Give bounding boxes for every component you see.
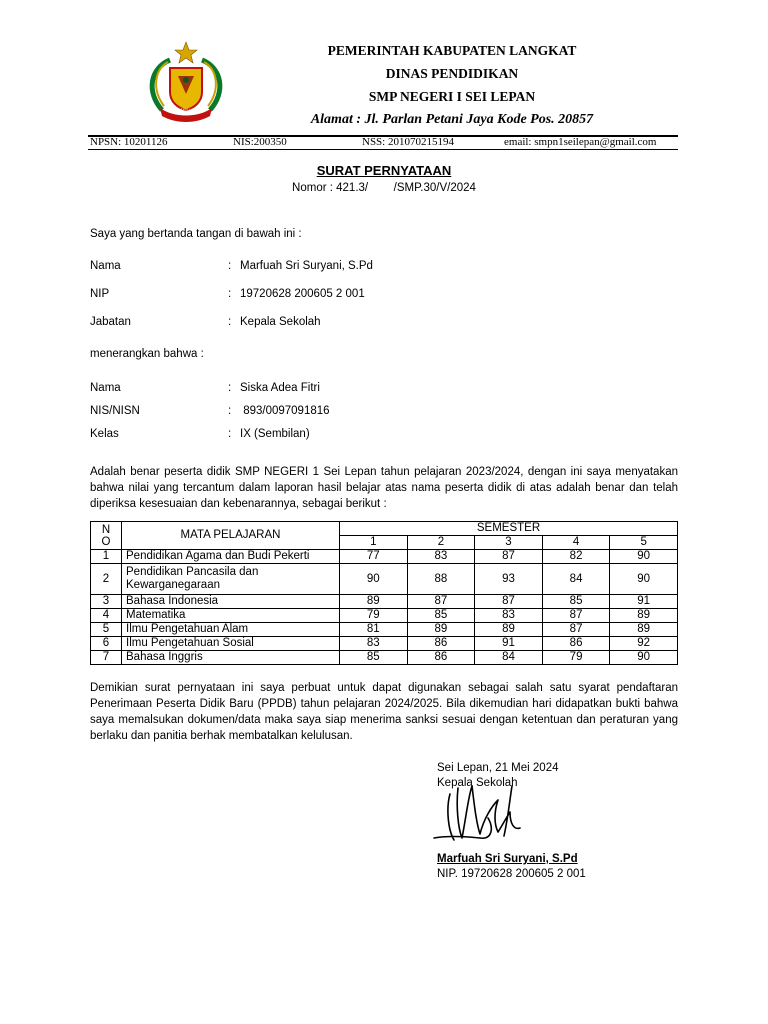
subject-cell: Bahasa Inggris <box>122 651 340 665</box>
score-cell: 81 <box>340 623 408 637</box>
row-number: 7 <box>91 651 122 665</box>
row-number: 3 <box>91 595 122 609</box>
signer-name-value: Marfuah Sri Suryani, S.Pd <box>240 260 373 272</box>
signer-position: Kepala Sekolah <box>437 777 518 789</box>
logo-banner-text: KABUPATEN LANGKAT <box>166 108 206 112</box>
colon: : <box>228 382 232 394</box>
student-nis-label: NIS/NISN <box>90 405 140 417</box>
score-cell: 91 <box>475 637 543 651</box>
letter-number: Nomor : 421.3/ /SMP.30/V/2024 <box>292 182 476 194</box>
score-cell: 87 <box>542 623 610 637</box>
no-header <box>91 522 122 550</box>
table-header-row <box>91 522 678 536</box>
score-cell: 92 <box>610 637 678 651</box>
signer-nip-bottom: NIP. 19720628 200605 2 001 <box>437 868 586 880</box>
score-cell: 82 <box>542 550 610 564</box>
score-cell: 83 <box>475 609 543 623</box>
signer-nip-label: NIP <box>90 288 110 300</box>
header-address: Alamat : Jl. Parlan Petani Jaya Kode Pos. 20857 <box>310 112 594 127</box>
score-cell: 89 <box>610 623 678 637</box>
student-class-value: IX (Sembilan) <box>240 428 310 440</box>
score-cell: 90 <box>610 651 678 665</box>
colon: : <box>228 405 232 417</box>
menerangkan-text: menerangkan bahwa : <box>90 348 204 360</box>
subject-cell: Matematika <box>122 609 340 623</box>
table-row <box>91 637 678 651</box>
score-cell: 89 <box>475 623 543 637</box>
nss-text: NSS: 201070215194 <box>362 136 454 148</box>
semester-number: 1 <box>340 536 408 550</box>
score-cell: 88 <box>407 564 475 595</box>
colon: : <box>228 428 232 440</box>
signer-name-label: Nama <box>90 260 121 272</box>
handwritten-signature-icon <box>432 778 542 850</box>
table-row <box>91 651 678 665</box>
student-name-value: Siska Adea Fitri <box>240 382 320 394</box>
score-cell: 79 <box>340 609 408 623</box>
score-cell: 85 <box>542 595 610 609</box>
score-cell: 83 <box>407 550 475 564</box>
score-cell: 85 <box>340 651 408 665</box>
place-date: Sei Lepan, 21 Mei 2024 <box>437 762 559 774</box>
header-rule-bottom <box>88 149 678 150</box>
row-number: 6 <box>91 637 122 651</box>
score-cell: 93 <box>475 564 543 595</box>
row-number: 2 <box>91 564 122 595</box>
score-cell: 87 <box>407 595 475 609</box>
semester-number: 4 <box>542 536 610 550</box>
colon: : <box>228 316 232 328</box>
score-cell: 79 <box>542 651 610 665</box>
header-school: SMP NEGERI I SEI LEPAN <box>368 89 536 104</box>
semester-header: SEMESTER <box>340 522 678 536</box>
score-cell: 89 <box>340 595 408 609</box>
subject-cell: Pendidikan Agama dan Budi Pekerti <box>122 550 340 564</box>
colon: : <box>228 288 232 300</box>
header-department: DINAS PENDIDIKAN <box>385 66 519 81</box>
score-cell: 86 <box>407 637 475 651</box>
table-row <box>91 595 678 609</box>
score-cell: 84 <box>542 564 610 595</box>
no-header-top: N <box>101 523 111 536</box>
semester-number: 2 <box>407 536 475 550</box>
score-cell: 90 <box>610 564 678 595</box>
score-cell: 87 <box>542 609 610 623</box>
semester-number: 5 <box>610 536 678 550</box>
score-cell: 89 <box>610 609 678 623</box>
student-name-label: Nama <box>90 382 121 394</box>
signer-name-bottom: Marfuah Sri Suryani, S.Pd <box>437 853 578 865</box>
subject-header: MATA PELAJARAN <box>122 522 340 550</box>
table-row <box>91 609 678 623</box>
score-cell: 90 <box>340 564 408 595</box>
score-cell: 89 <box>407 623 475 637</box>
score-cell: 87 <box>475 550 543 564</box>
score-cell: 84 <box>475 651 543 665</box>
logo-kabupaten-langkat <box>140 40 232 122</box>
nis-text: NIS:200350 <box>233 136 287 148</box>
score-cell: 87 <box>475 595 543 609</box>
letter-title: SURAT PERNYATAAN <box>316 163 452 178</box>
score-cell: 83 <box>340 637 408 651</box>
subject-cell: Pendidikan Pancasila dan Kewarganegaraan <box>122 564 340 595</box>
table-row <box>91 550 678 564</box>
header-government: PEMERINTAH KABUPATEN LANGKAT <box>327 43 577 58</box>
signer-nip-value: 19720628 200605 2 001 <box>240 288 365 300</box>
score-cell: 86 <box>542 637 610 651</box>
subject-cell: Ilmu Pengetahuan Alam <box>122 623 340 637</box>
signer-position-value: Kepala Sekolah <box>240 316 321 328</box>
row-number: 1 <box>91 550 122 564</box>
score-cell: 85 <box>407 609 475 623</box>
row-number: 4 <box>91 609 122 623</box>
score-cell: 86 <box>407 651 475 665</box>
score-cell: 90 <box>610 550 678 564</box>
score-cell: 91 <box>610 595 678 609</box>
intro-text: Saya yang bertanda tangan di bawah ini : <box>90 228 302 240</box>
colon: : <box>228 260 232 272</box>
signer-position-label: Jabatan <box>90 316 131 328</box>
no-header-bottom: O <box>101 535 111 548</box>
statement-paragraph: Adalah benar peserta didik SMP NEGERI 1 Sei Lepan tahun pelajaran 2023/2024, dengan ini saya menyatakan bahwa nilai yang tercantum dalam laporan hasil belajar atas nama peserta didik di atas adalah benar dan telah diperiksa kesesuaian dan kebenarannya, sebagai berikut : <box>90 466 678 510</box>
row-number: 5 <box>91 623 122 637</box>
table-row <box>91 564 678 595</box>
score-cell: 77 <box>340 550 408 564</box>
table-row <box>91 623 678 637</box>
subject-cell: Ilmu Pengetahuan Sosial <box>122 637 340 651</box>
semester-number: 3 <box>475 536 543 550</box>
npsn-text: NPSN: 10201126 <box>90 136 168 148</box>
email-text: email: smpn1seilepan@gmail.com <box>504 136 657 148</box>
closing-paragraph: Demikian surat pernyataan ini saya perbuat untuk dapat digunakan sebagai salah satu syarat pendaftaran Penerimaan Peserta Didik Baru (PPDB) tahun pelajaran 2024/2025. Bila dikemudian hari didapatkan bukti bahwa saya memalsukan dokumen/data maka saya siap menerima sanksi sesuai dengan ketentuan dan peraturan yang berlaku dan panitia berhak membatalkan kelulusan. <box>90 682 678 742</box>
grades-table <box>90 521 678 665</box>
student-nis-value: 893/0097091816 <box>240 405 330 417</box>
subject-cell: Bahasa Indonesia <box>122 595 340 609</box>
student-class-label: Kelas <box>90 428 119 440</box>
